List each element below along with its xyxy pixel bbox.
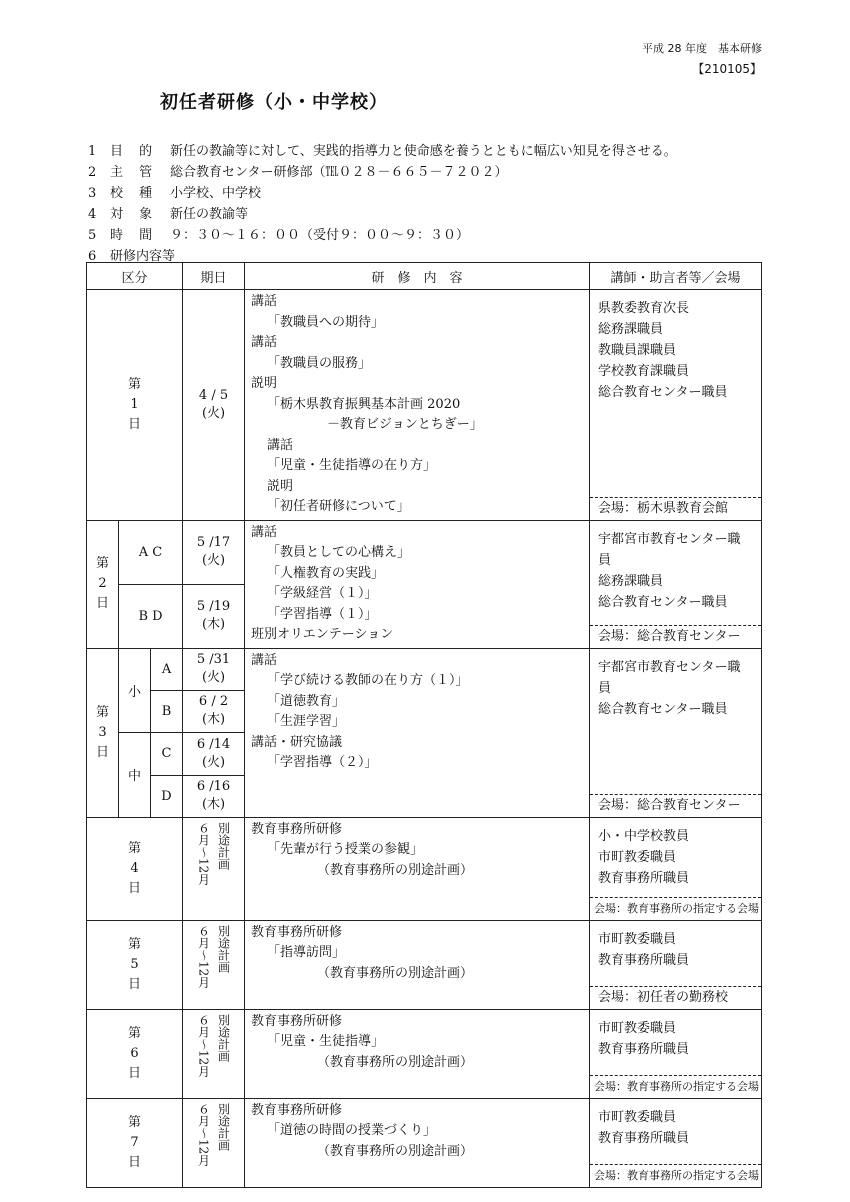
text-line: 市町教委職員 (598, 1020, 677, 1036)
text-line: 県教委教育次長 (598, 301, 690, 316)
day-label-char: 3 (98, 724, 107, 740)
content-day6 (245, 1009, 590, 1098)
lecturer-day3 (590, 648, 762, 817)
day-label (87, 554, 118, 614)
text-line: 教育事務所研修 (251, 924, 343, 940)
group-D: D (151, 775, 183, 817)
text-line: 小・中学校教員 (598, 828, 690, 844)
info-key: 時 間 (110, 228, 159, 243)
group-ac: A C (119, 520, 183, 584)
venue: 会場：初任者の勤務校 (590, 986, 761, 1009)
text-line: 「教職員の服務」 (267, 355, 372, 371)
day-label-char: 日 (128, 880, 142, 896)
day-label-char: 1 (130, 396, 139, 412)
info-num: 1 (88, 144, 97, 159)
page-title: 初任者研修（小・中学校） (160, 92, 388, 113)
kubun-day2 (87, 520, 119, 648)
day-label-char: 第 (128, 1025, 142, 1041)
info-item (88, 224, 469, 243)
text-line: 説明 (251, 376, 278, 391)
text-line: 6 / 2 (198, 694, 229, 709)
lecturer-day6 (590, 1009, 762, 1098)
day-label-char: 2 (98, 576, 107, 591)
text-line: 市町教委職員 (598, 931, 677, 947)
day-label (87, 375, 182, 435)
info-item (88, 182, 261, 201)
text-line: 教育事務所職員 (598, 1130, 690, 1146)
date-B (183, 690, 245, 732)
info-value: 新任の教諭等に対して、実践的指導力と使命感を養うとともに幅広い知見を得させる。 (170, 144, 677, 159)
text-line: 市町教委職員 (598, 1109, 677, 1125)
row-day2a (87, 520, 762, 584)
day-label-char: 日 (128, 1065, 142, 1081)
text-line: 総務課職員 (598, 322, 664, 337)
date-note: 別途計画 (216, 1102, 231, 1151)
info-num: 4 (88, 207, 97, 222)
date-day6 (183, 1009, 245, 1098)
text-line: 講話・研究協議 (251, 734, 343, 750)
text-line: (木) (201, 797, 226, 812)
day-label-char: 日 (95, 596, 109, 611)
text-line: 教育事務所研修 (251, 1013, 343, 1029)
day-label-char: 日 (128, 1154, 142, 1170)
text-line: 「学習指導（２）」 (267, 755, 378, 770)
kubun-day3 (87, 648, 119, 817)
text-line: 4 / 5 (198, 387, 229, 403)
text-line: 「教員としての心構え」 (267, 545, 411, 560)
header-kubun: 区分 (87, 263, 183, 290)
text-line: 講話 (251, 335, 278, 350)
text-line: 班別オリエンテーション (251, 627, 394, 642)
date-day1 (183, 290, 245, 521)
info-key: 目 的 (110, 144, 159, 159)
venue: 会場：総合教育センター (590, 625, 761, 648)
day-label-char: 7 (130, 1134, 139, 1150)
text-line: 教育事務所研修 (251, 1102, 343, 1118)
text-line: 6 /14 (196, 736, 231, 752)
date-day4 (183, 817, 245, 920)
day-label (87, 839, 182, 899)
venue: 会場：教育事務所の指定する会場 (590, 897, 761, 920)
lecturer-day7 (590, 1098, 762, 1187)
text-line: 「生涯学習」 (267, 714, 346, 729)
level-chu: 中 (119, 732, 151, 817)
text-line: 「指導訪問」 (267, 945, 346, 960)
day-label-char: 日 (95, 744, 109, 760)
text-line: 「学び続ける教師の在り方（１）」 (267, 673, 469, 688)
text-line: 講話 (251, 524, 278, 540)
info-num: 3 (88, 186, 97, 201)
content-day7 (245, 1098, 590, 1187)
day-label (87, 1113, 182, 1173)
date-note: 別途計画 (216, 821, 231, 870)
info-item (88, 161, 507, 180)
info-num: 5 (88, 228, 97, 243)
schedule-table (86, 262, 762, 1188)
date-range: ６月～12月 (196, 1013, 211, 1077)
lecturer-day1 (590, 290, 762, 521)
lecturer-cell (590, 649, 761, 817)
text-line: 「道徳教育」 (267, 693, 346, 709)
info-key: 主 管 (110, 165, 159, 180)
date-range: ６月～12月 (196, 821, 211, 885)
info-key: 研修内容等 (110, 249, 176, 264)
date-ac (183, 520, 245, 584)
text-line: 講話 (251, 294, 278, 309)
group-A: A (151, 648, 183, 690)
kubun-day7 (87, 1098, 183, 1187)
text-line: 「先輩が行う授業の参観」 (267, 842, 424, 857)
kubun-day4 (87, 817, 183, 920)
date-day7 (183, 1098, 245, 1187)
date-range: ６月～12月 (196, 924, 211, 988)
table-header-row (87, 263, 762, 290)
text-line: （教育事務所の別途計画） (317, 862, 474, 878)
text-line: 総合教育センター職員 (598, 385, 728, 400)
day-label-char: 第 (128, 840, 142, 856)
header-code: 【210105】 (692, 62, 762, 76)
text-line: 「学習指導（１）」 (267, 606, 378, 622)
text-line: 「人権教育の実践」 (267, 565, 385, 581)
info-value: 小学校、中学校 (170, 186, 262, 201)
text-line: 教育事務所職員 (598, 1041, 690, 1057)
text-line: 6 /16 (196, 779, 231, 794)
text-line: 「児童・生徒指導」 (267, 1034, 385, 1049)
group-C: C (151, 732, 183, 775)
text-line: （教育事務所の別途計画） (317, 965, 474, 981)
text-line: (木) (201, 712, 226, 727)
text-line: 「児童・生徒指導の在り方」 (267, 458, 437, 473)
lecturer-cell (590, 1099, 761, 1187)
date-A (183, 648, 245, 690)
text-line: －教育ビジョンとちぎー」 (327, 417, 483, 432)
content-day5 (245, 920, 590, 1009)
text-line: 学校教育課職員 (598, 364, 690, 379)
text-line: 総合教育センター職員 (598, 594, 728, 610)
info-value: ９：３０～１６：００（受付９：００～９：３０） (170, 228, 470, 243)
info-key: 校 種 (110, 186, 159, 201)
day-label-char: 第 (128, 1114, 142, 1130)
day-label-char: 4 (130, 860, 139, 876)
lecturer-day4 (590, 817, 762, 920)
day-label-char: 第 (128, 376, 142, 392)
row-day6 (87, 1009, 762, 1098)
text-line: 「初任者研修について」 (267, 499, 410, 514)
group-bd: B D (119, 584, 183, 648)
text-line: 総務課職員 (598, 573, 664, 589)
text-line: (火) (201, 670, 226, 685)
lecturer-day5 (590, 920, 762, 1009)
text-line: 教職員課職員 (598, 343, 677, 358)
date-D (183, 775, 245, 817)
level-sho: 小 (119, 648, 151, 732)
row-day4 (87, 817, 762, 920)
row-day1 (87, 290, 762, 521)
text-line: (火) (201, 553, 226, 568)
content-day3 (245, 648, 590, 817)
day-label-char: 第 (128, 936, 142, 952)
header-date: 期日 (183, 263, 245, 290)
day-label-char: 日 (128, 416, 142, 432)
info-item (88, 140, 677, 159)
text-line: 宇都宮市教育センター職員 (598, 659, 741, 696)
text-line: (火) (201, 405, 226, 421)
date-note: 別途計画 (216, 924, 231, 973)
header-year: 平成 28 年度 基本研修 (642, 42, 762, 55)
lecturer-cell (590, 1010, 761, 1098)
text-line: 5 /17 (196, 535, 231, 550)
group-B: B (151, 690, 183, 732)
text-line: （教育事務所の別途計画） (317, 1143, 474, 1159)
venue: 会場：教育事務所の指定する会場 (590, 1075, 761, 1098)
venue: 会場：教育事務所の指定する会場 (590, 1164, 761, 1187)
text-line: 講話 (267, 437, 294, 453)
day-label-char: 6 (130, 1045, 139, 1061)
header-lecturer: 講師・助言者等／会場 (590, 263, 762, 290)
header-content: 研 修 内 容 (245, 263, 590, 290)
date-C (183, 732, 245, 775)
text-line: 「学級経営（１）」 (267, 586, 378, 601)
date-note: 別途計画 (216, 1013, 231, 1062)
info-value: 総合教育センター研修部（℡０２８－６６５－７２０２） (170, 165, 508, 180)
text-line: 説明 (267, 478, 294, 494)
lecturer-day2 (590, 520, 762, 648)
day-label-char: 第 (95, 556, 109, 571)
info-num: 6 (88, 249, 97, 264)
kubun-day5 (87, 920, 183, 1009)
kubun-day6 (87, 1009, 183, 1098)
venue: 会場：総合教育センター (590, 794, 761, 817)
date-bd (183, 584, 245, 648)
text-line: 宇都宮市教育センター職員 (598, 531, 741, 568)
lecturer-cell (590, 921, 761, 1009)
text-line: 「教職員への期待」 (267, 314, 385, 330)
text-line: 教育事務所職員 (598, 952, 690, 968)
day-label (87, 1024, 182, 1084)
row-day7 (87, 1098, 762, 1187)
text-line: 市町教委職員 (598, 849, 677, 865)
text-line: 教育事務所職員 (598, 870, 690, 886)
info-value: 新任の教諭等 (170, 207, 249, 222)
date-day5 (183, 920, 245, 1009)
info-item (88, 203, 248, 222)
info-num: 2 (88, 165, 97, 180)
day-label (87, 703, 118, 763)
lecturer-cell (590, 521, 761, 648)
text-line: 総合教育センター職員 (598, 701, 728, 717)
lecturer-cell (590, 290, 761, 520)
text-line: （教育事務所の別途計画） (317, 1054, 474, 1070)
lecturer-cell (590, 818, 761, 920)
day-label-char: 日 (128, 976, 142, 992)
text-line: (火) (201, 754, 226, 770)
row-day5 (87, 920, 762, 1009)
info-key: 対 象 (110, 207, 159, 222)
text-line: 「栃木県教育振興基本計画 2020 (267, 396, 461, 412)
venue: 会場：栃木県教育会館 (590, 497, 761, 520)
text-line: 教育事務所研修 (251, 821, 343, 837)
content-day2 (245, 520, 590, 648)
text-line: 講話 (251, 652, 278, 668)
day-label-char: 第 (95, 704, 109, 720)
text-line: 「道徳の時間の授業づくり」 (267, 1123, 437, 1138)
text-line: 5 /19 (196, 599, 231, 614)
day-label-char: 5 (130, 956, 139, 972)
content-day1 (245, 290, 590, 521)
content-day4 (245, 817, 590, 920)
day-label (87, 935, 182, 995)
text-line: (木) (201, 617, 226, 632)
date-range: ６月～12月 (196, 1102, 211, 1166)
kubun-day1 (87, 290, 183, 521)
text-line: 5 /31 (196, 652, 231, 667)
row-day3-A (87, 648, 762, 690)
